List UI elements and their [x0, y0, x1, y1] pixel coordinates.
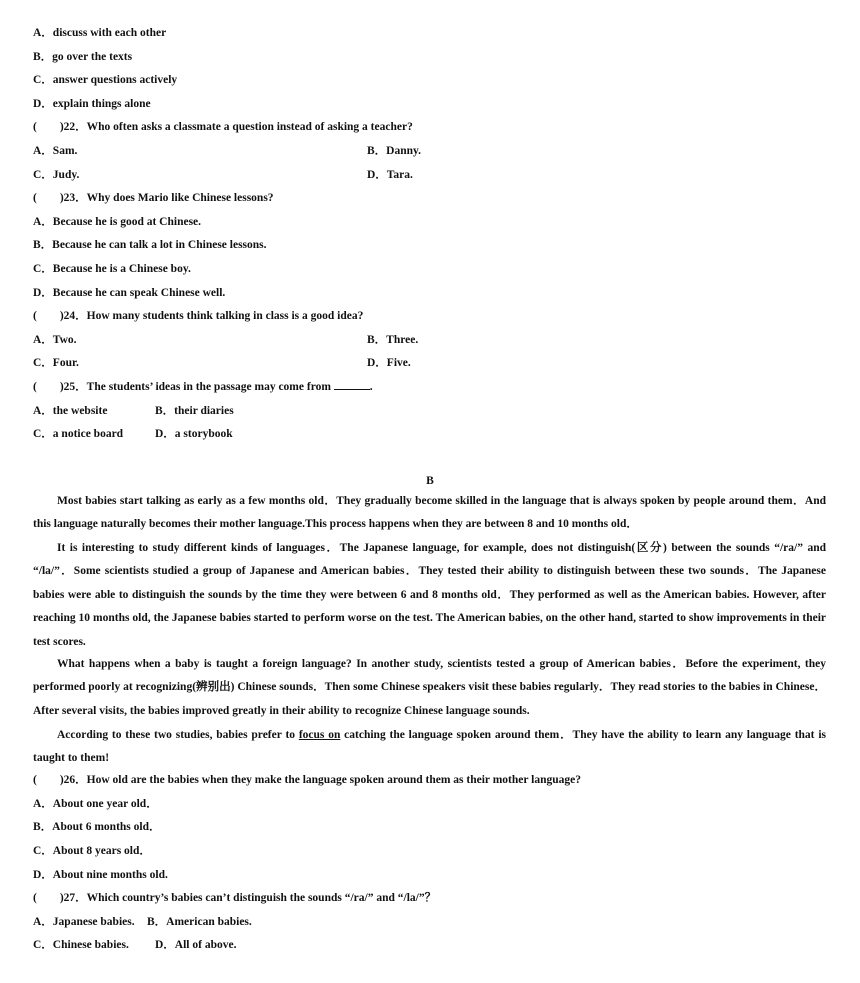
q23-option-d: D．Because he can speak Chinese well.: [33, 287, 226, 299]
q24-question: ( )24．How many students think talking in class is a good idea?: [33, 310, 364, 322]
q21-option-a: A．discuss with each other: [33, 27, 167, 39]
underlined-phrase: focus on: [298, 729, 341, 741]
q26-option-b: B．About 6 months old．: [33, 821, 161, 833]
q26-question: ( )26．How old are the babies when they make the language spoken around them as their mother language?: [33, 774, 581, 786]
q22-option-c: C．Judy.: [33, 169, 80, 181]
q22-option-a: A．Sam.: [33, 145, 78, 157]
q24-option-c: C．Four.: [33, 357, 79, 369]
q27-option-c: C．Chinese babies.: [33, 939, 129, 951]
section-heading: B: [426, 475, 434, 487]
q23-option-a: A．Because he is good at Chinese.: [33, 216, 202, 228]
q23-option-b: B．Because he can talk a lot in Chinese lessons.: [33, 239, 267, 251]
passage-paragraph-2: It is interesting to study different kinds of languages．The Japanese language, for example, does not distinguish(区分) between the sounds “/ra/” and “/la/”．Some scientists studied a group of Japanese and American babies．They tested their ability to distinguish between these two sounds．The Japanese babies were able to distinguish the sounds by the time they were between 6 and 8 months old．They performed as well as the American babies. However, after reaching 10 months old, the Japanese babies started to perform worse on the test. The American babies, on the other hand, started to show improvements in their test scores.: [33, 542, 826, 648]
q22-option-b: B．Danny.: [367, 145, 422, 157]
q24-option-d: D．Five.: [367, 357, 411, 369]
q24-option-b: B．Three.: [367, 334, 419, 346]
q25-question: [33, 379, 373, 395]
q25-option-b: B．their diaries: [155, 405, 234, 417]
q23-option-c: C．Because he is a Chinese boy.: [33, 263, 191, 275]
q21-option-d: D．explain things alone: [33, 98, 151, 110]
q25-question-text: ( )25．The students’ ideas in the passage may come from: [33, 381, 334, 393]
q22-question: ( )22．Who often asks a classmate a question instead of asking a teacher?: [33, 121, 413, 133]
q21-option-b: B．go over the texts: [33, 51, 133, 63]
q22-option-d: D．Tara.: [367, 169, 413, 181]
q27-option-d: D．All of above.: [155, 939, 237, 951]
q23-question: ( )23．Why does Mario like Chinese lessons?: [33, 192, 274, 204]
p4-text-start: According to these two studies, babies prefer to: [57, 729, 299, 741]
q25-question-end: .: [369, 381, 373, 393]
q27-option-b: B．American babies.: [147, 916, 252, 928]
q26-option-d: D．About nine months old.: [33, 869, 168, 881]
q27-question: ( )27．Which country’s babies can’t distinguish the sounds “/ra/” and “/la/”？: [33, 892, 437, 904]
q25-option-c: C．a notice board: [33, 428, 124, 440]
q26-option-c: C．About 8 years old．: [33, 845, 151, 857]
passage-paragraph-1: Most babies start talking as early as a few months old．They gradually become skilled in the language that is always spoken by people around them．And this language naturally becomes their mother language.This process happens when they are between 8 and 10 months old．: [33, 495, 826, 531]
q25-option-d: D．a storybook: [155, 428, 233, 440]
q26-option-a: A．About one year old．: [33, 798, 158, 810]
p4-text-end: catching the language spoken around them．They have the ability to learn any language that is taught to them!: [33, 729, 826, 765]
q25-option-a: A．the website: [33, 405, 108, 417]
q21-option-c: C．answer questions actively: [33, 74, 178, 86]
q27-option-a: A．Japanese babies.: [33, 916, 135, 928]
answer-blank: [334, 379, 370, 390]
q24-option-a: A．Two.: [33, 334, 77, 346]
passage-paragraph-4: [33, 724, 826, 771]
passage-paragraph-3: What happens when a baby is taught a foreign language? In another study, scientists tested a group of American babies．Before the experiment, they performed poorly at recognizing(辨别出) Chinese sounds．Then some Chinese speakers visit these babies regularly．They read stories to the babies in Chinese．After several visits, the babies improved greatly in their ability to recognize Chinese language sounds.: [33, 658, 826, 717]
